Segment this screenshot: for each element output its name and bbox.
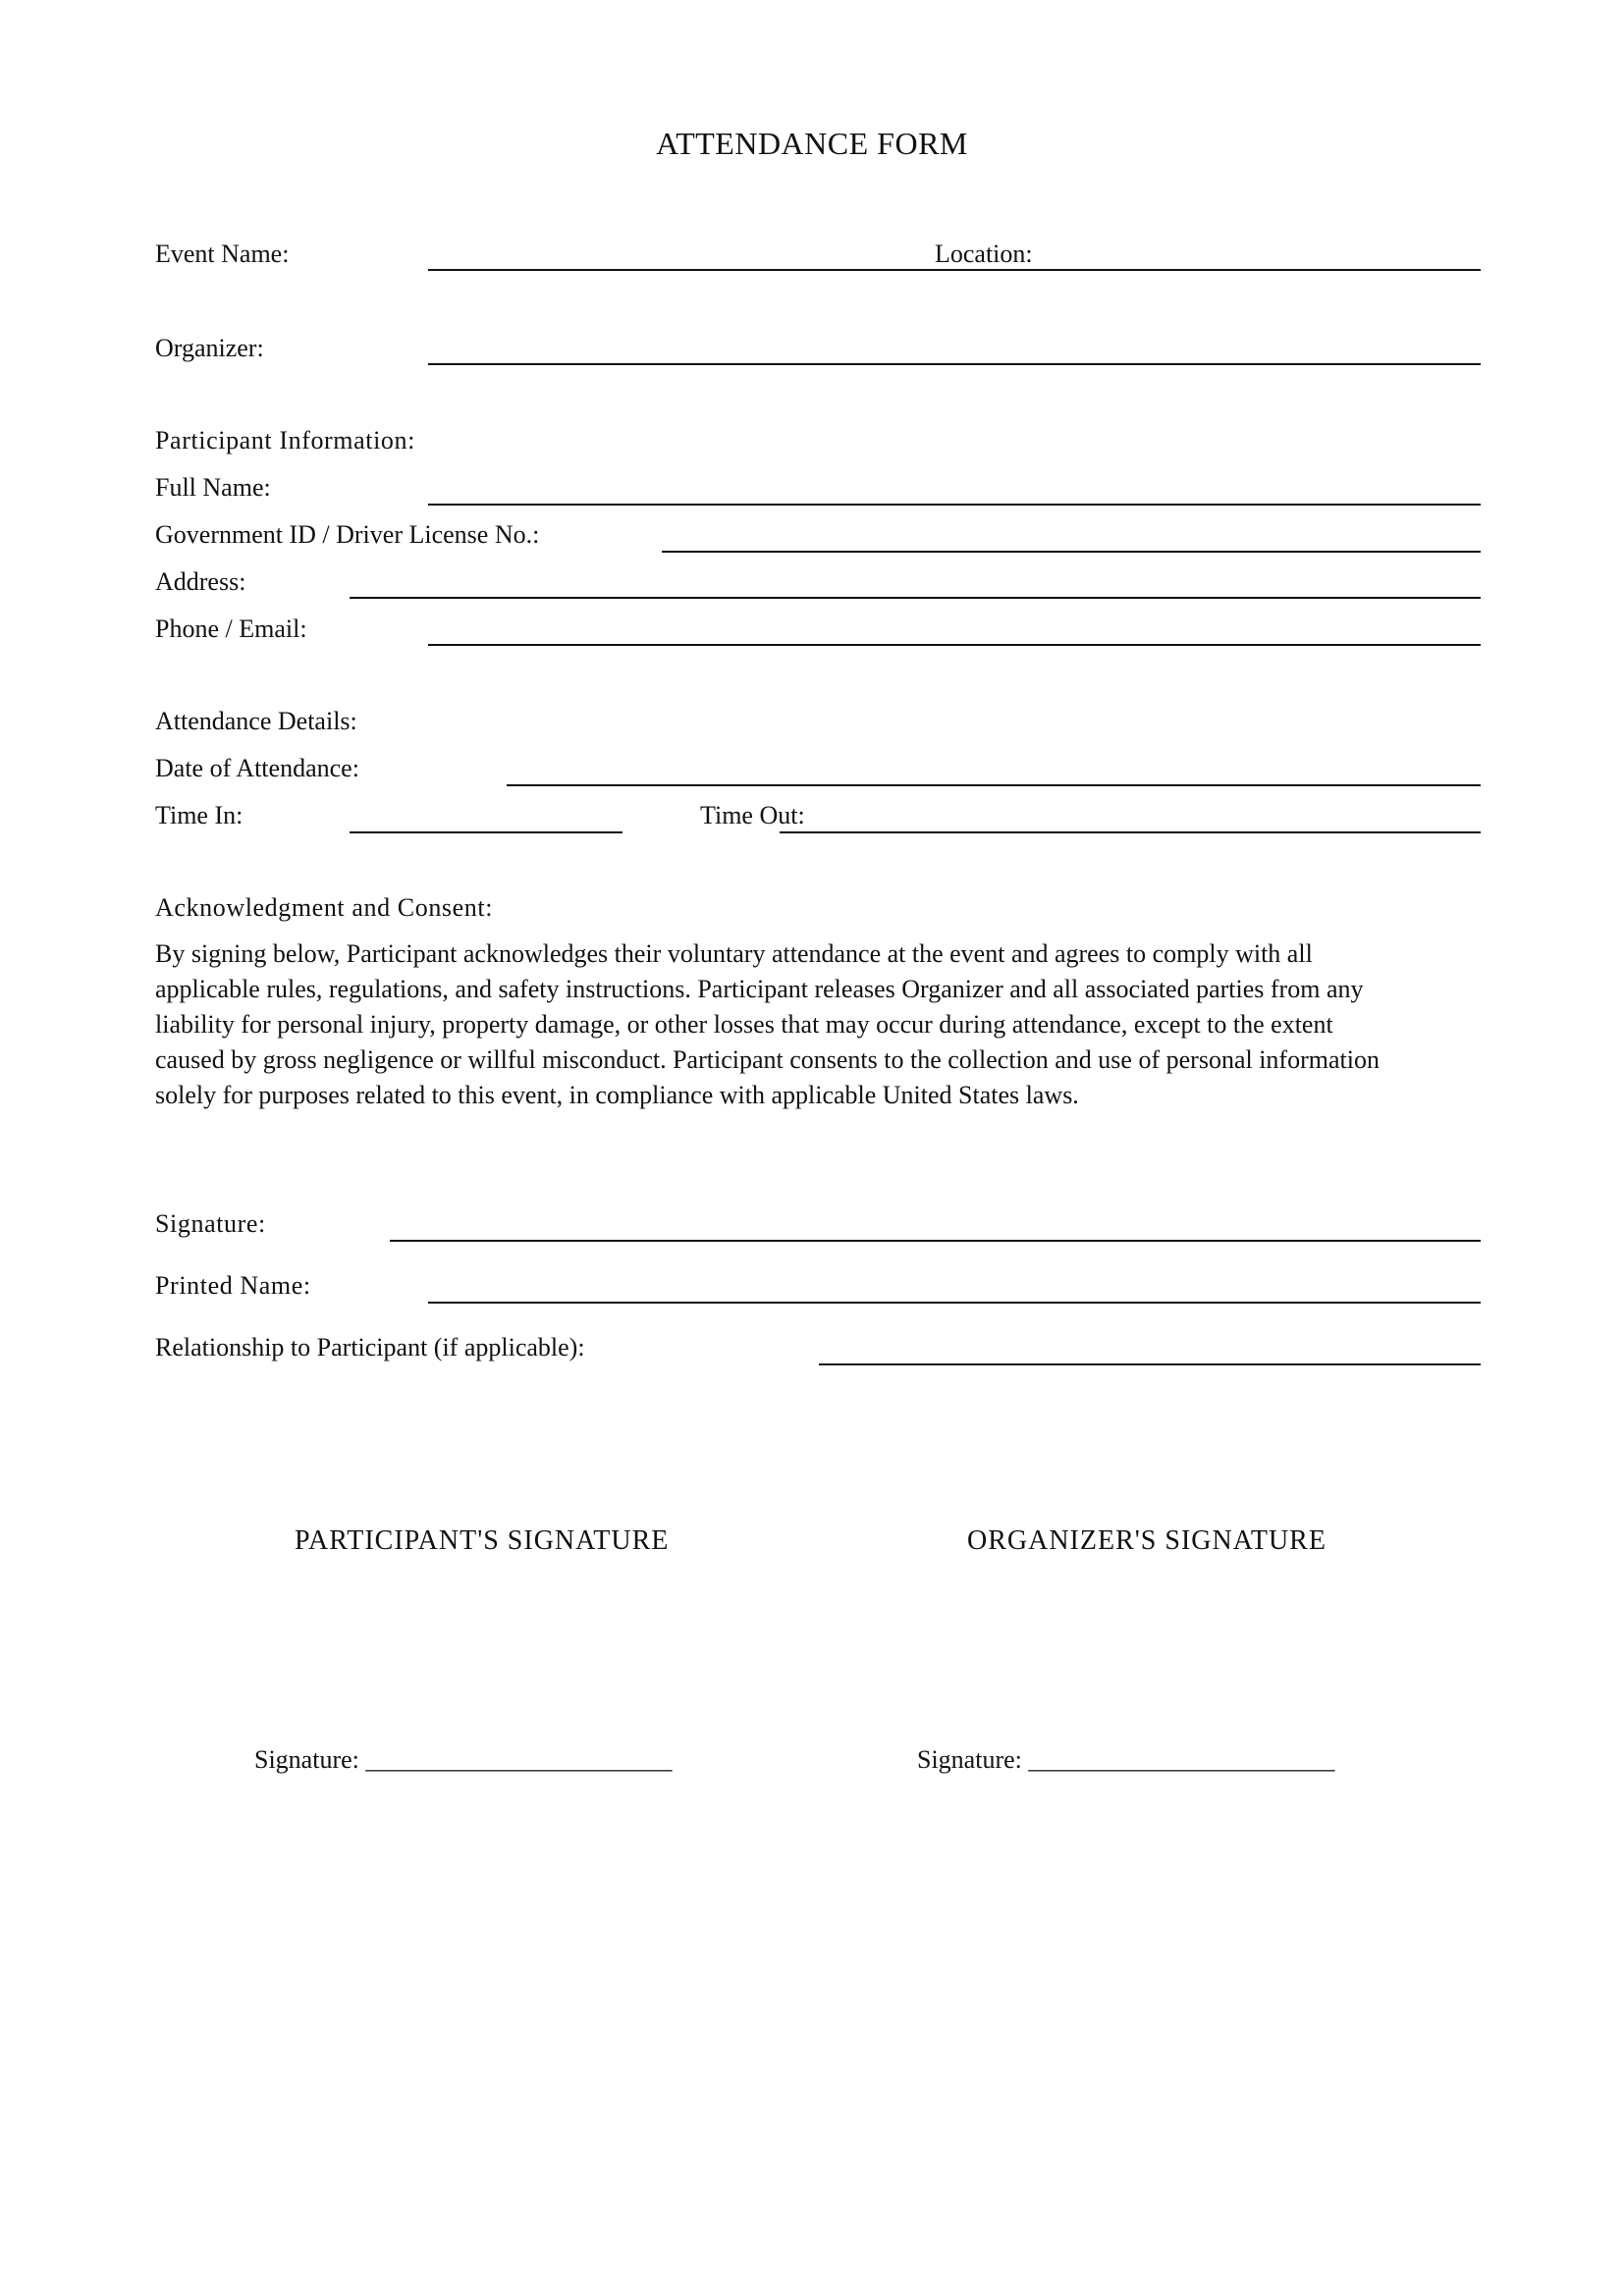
organizer-signature-heading: ORGANIZER'S SIGNATURE bbox=[967, 1525, 1326, 1556]
consent-line: By signing below, Participant acknowledges their voluntary attendance at the event and agrees to comply with all bbox=[155, 939, 1313, 968]
organizer-label: Organizer: bbox=[155, 334, 264, 362]
full-name-label: Full Name: bbox=[155, 473, 271, 502]
relationship-label: Relationship to Participant (if applicable): bbox=[155, 1333, 585, 1362]
time-out-field[interactable] bbox=[780, 831, 1481, 833]
gov-id-label: Government ID / Driver License No.: bbox=[155, 520, 540, 549]
address-field[interactable] bbox=[350, 597, 1481, 599]
phone-email-label: Phone / Email: bbox=[155, 614, 307, 643]
organizer-field[interactable] bbox=[428, 363, 1481, 365]
event-name-label: Event Name: bbox=[155, 240, 290, 268]
location-field[interactable] bbox=[935, 269, 1481, 271]
event-name-field[interactable] bbox=[428, 269, 935, 271]
participant-signature-heading: PARTICIPANT'S SIGNATURE bbox=[295, 1525, 670, 1556]
date-field[interactable] bbox=[507, 784, 1481, 786]
consent-heading: Acknowledgment and Consent: bbox=[155, 893, 494, 922]
time-out-label: Time Out: bbox=[700, 801, 805, 829]
phone-email-field[interactable] bbox=[428, 644, 1481, 646]
time-in-field[interactable] bbox=[350, 831, 623, 833]
participant-signature-line[interactable]: Signature: ________________________ bbox=[254, 1745, 673, 1774]
gov-id-field[interactable] bbox=[662, 551, 1481, 553]
page-title: ATTENDANCE FORM bbox=[656, 126, 968, 161]
attendance-details-heading: Attendance Details: bbox=[155, 707, 357, 735]
consent-paragraph bbox=[155, 936, 1490, 1113]
consent-line: caused by gross negligence or willful misconduct. Participant consents to the collection and use of personal information bbox=[155, 1045, 1380, 1074]
signature-label: Signature: bbox=[155, 1209, 266, 1238]
location-label: Location: bbox=[935, 240, 1033, 268]
organizer-signature-line[interactable]: Signature: ________________________ bbox=[917, 1745, 1335, 1774]
participant-info-heading: Participant Information: bbox=[155, 426, 415, 454]
signature-field[interactable] bbox=[390, 1240, 1481, 1242]
printed-name-field[interactable] bbox=[428, 1302, 1481, 1304]
full-name-field[interactable] bbox=[428, 504, 1481, 506]
consent-line: solely for purposes related to this event, in compliance with applicable United States laws. bbox=[155, 1081, 1079, 1109]
time-in-label: Time In: bbox=[155, 801, 244, 829]
consent-line: liability for personal injury, property damage, or other losses that may occur during attendance, except to the extent bbox=[155, 1010, 1333, 1039]
printed-name-label: Printed Name: bbox=[155, 1271, 311, 1300]
relationship-field[interactable] bbox=[819, 1363, 1481, 1365]
address-label: Address: bbox=[155, 567, 246, 596]
date-label: Date of Attendance: bbox=[155, 754, 359, 782]
consent-line: applicable rules, regulations, and safety instructions. Participant releases Organizer and all associated parties from any bbox=[155, 975, 1364, 1003]
